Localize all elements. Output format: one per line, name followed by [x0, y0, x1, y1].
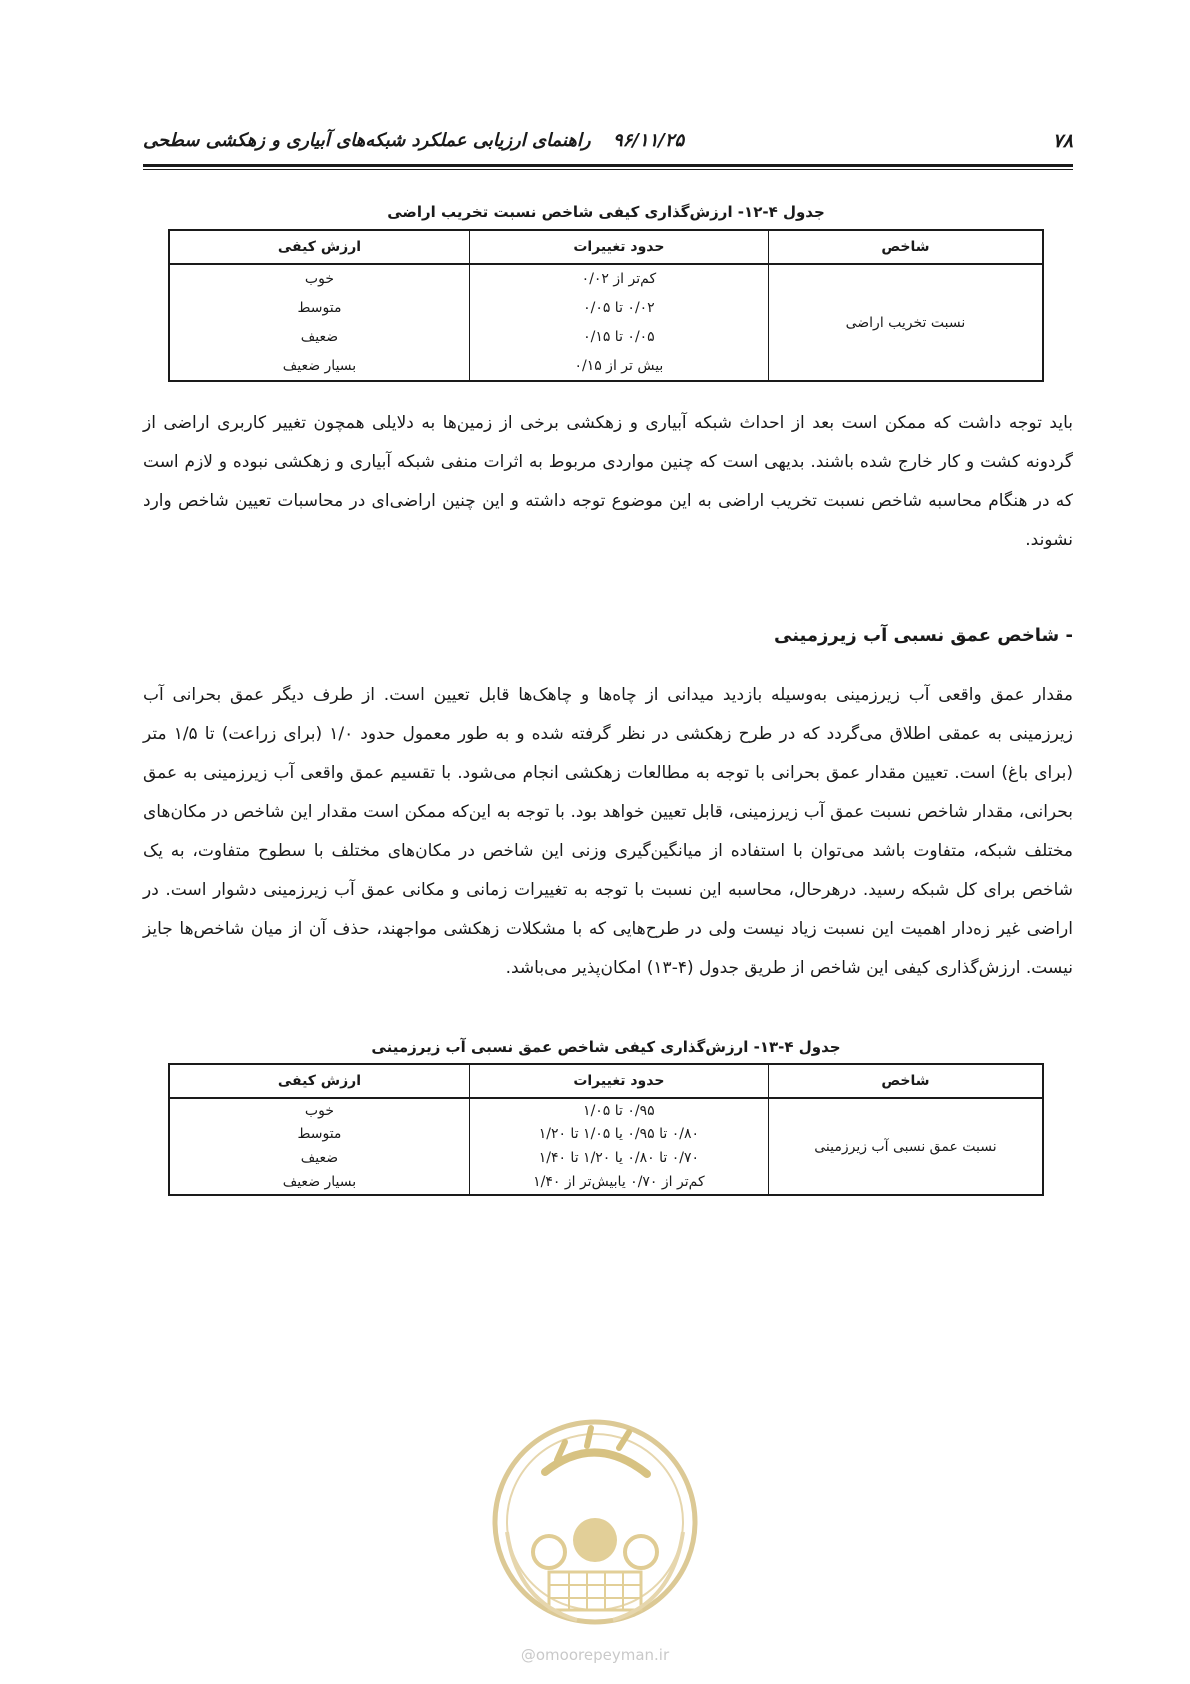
table1-header-range: حدود تغییرات — [469, 230, 768, 264]
table2-header-index: شاخص — [768, 1064, 1043, 1098]
table-cell-value: متوسط — [297, 299, 342, 316]
paragraph-land-degradation — [143, 404, 1073, 560]
header-title: راهنمای ارزیابی عملکرد شبکه‌های آبیاری و زهکشی سطحی — [143, 130, 591, 151]
paragraph-groundwater-depth — [143, 676, 1073, 988]
table-cell-value: بسیار ضعیف — [169, 351, 469, 381]
table2-index-label: نسبت عمق نسبی آب زیرزمینی — [768, 1098, 1043, 1195]
table-row — [169, 1098, 1043, 1122]
table-cell-range: ۰/۹۵ تا ۱/۰۵ — [469, 1098, 768, 1122]
table-cell-value: خوب — [304, 271, 334, 287]
table1-header-index: شاخص — [768, 230, 1043, 264]
table-cell-value: ضعیف — [300, 328, 339, 345]
header-date: ۹۶/۱۱/۲۵ — [613, 130, 685, 151]
table-cell-range: ۰/۷۰ تا ۰/۸۰ یا ۱/۲۰ تا ۱/۴۰ — [469, 1146, 768, 1170]
table-cell-range: کم‌تر از ۰/۷۰ یابیش‌تر از ۱/۴۰ — [469, 1170, 768, 1195]
table1-header-value: ارزش کیفی — [169, 230, 469, 264]
paragraph-text: باید توجه داشت که ممکن است بعد از احداث شبکه آبیاری و زهکشی برخی از زمین‌ها به دلایلی همچون تغییر کاربری اراضی از گردونه کشت و کار خارج شده باشند. بدیهی است که چنین مواردی مربوط به اثرات منفی شبکه آبیاری و زهکشی نبوده و لازم است که در هنگام محاسبه شاخص نسبت تخریب اراضی به این موضوع توجه داشته و این چنین اراضی‌ای در محاسبات تعیین شاخص وارد نشوند. — [143, 413, 1073, 550]
section-heading: - شاخص عمق نسبی آب زیرزمینی — [773, 625, 1073, 646]
table2-header-range: حدود تغییرات — [469, 1064, 768, 1098]
table-cell-range: بیش تر از ۰/۱۵ — [469, 351, 768, 381]
table1-index-label: نسبت تخریب اراضی — [768, 264, 1043, 381]
table2 — [168, 1063, 1044, 1196]
page-number: ۷۸ — [1052, 130, 1073, 152]
paragraph-text: مقدار عمق واقعی آب زیرزمینی به‌وسیله بازدید میدانی از چاه‌ها و چاهک‌ها قابل تعیین است. از طرف دیگر عمق بحرانی آب زیرزمینی به عمقی اطلاق می‌گردد که در طرح زهکشی در نظر گرفته شده و به طور معمول حدود ۱/۰ (برای زراعت) تا ۱/۵ متر (برای باغ) است. تعیین مقدار عمق بحرانی با توجه به مطالعات زهکشی انجام می‌شود. با تقسیم عمق واقعی آب زیرزمینی به عمق بحرانی، مقدار شاخص نسبت عمق آب زیرزمینی، قابل تعیین خواهد بود. با توجه به این‌که ممکن است مقدار این شاخص در مکان‌های مختلف شبکه، متفاوت باشد می‌توان با استفاده از میانگین‌گیری وزنی این شاخص در مکان‌های مختلف با سطوح متفاوت، به یک شاخص برای کل شبکه رسید. درهرحال، محاسبه این نسبت با توجه به تغییرات زمانی و مکانی عمق آب زیرزمینی دشوار است. در اراضی غیر زه‌دار اهمیت این نسبت زیاد نیست ولی در طرح‌هایی که با مشکلات زهکشی مواجهند، حذف آن از میان شاخص‌ها جایز نیست. ارزش‌گذاری کیفی این شاخص از طریق جدول (۴-۱۳) امکان‌پذیر می‌باشد. — [143, 685, 1073, 978]
table1 — [168, 229, 1044, 382]
table-cell-value: متوسط — [297, 1126, 342, 1142]
table1-caption: جدول ۴-۱۲- ارزش‌گذاری کیفی شاخص نسبت تخریب اراضی — [387, 203, 825, 221]
header-rule-thin — [143, 169, 1073, 170]
table-cell-range: ۰/۰۲ تا ۰/۰۵ — [469, 293, 768, 322]
table2-caption: جدول ۴-۱۳- ارزش‌گذاری کیفی شاخص عمق نسبی آب زیرزمینی — [371, 1038, 841, 1056]
table-cell-value: خوب — [304, 1102, 334, 1119]
table-cell-value: بسیار ضعیف — [169, 1170, 469, 1195]
watermark-site: @omoorepeyman.ir — [520, 1646, 670, 1664]
header-rule-thick — [143, 164, 1073, 167]
table-cell-range: ۰/۰۵ تا ۰/۱۵ — [469, 322, 768, 351]
table-cell-value: ضعیف — [300, 1150, 339, 1166]
table-cell-range: ۰/۸۰ تا ۰/۹۵ یا ۱/۰۵ تا ۱/۲۰ — [469, 1122, 768, 1146]
table-cell-range: کم‌تر از ۰/۰۲ — [469, 264, 768, 293]
watermark-logo — [487, 1412, 703, 1646]
table2-header-value: ارزش کیفی — [169, 1064, 469, 1098]
table-row — [169, 264, 1043, 293]
